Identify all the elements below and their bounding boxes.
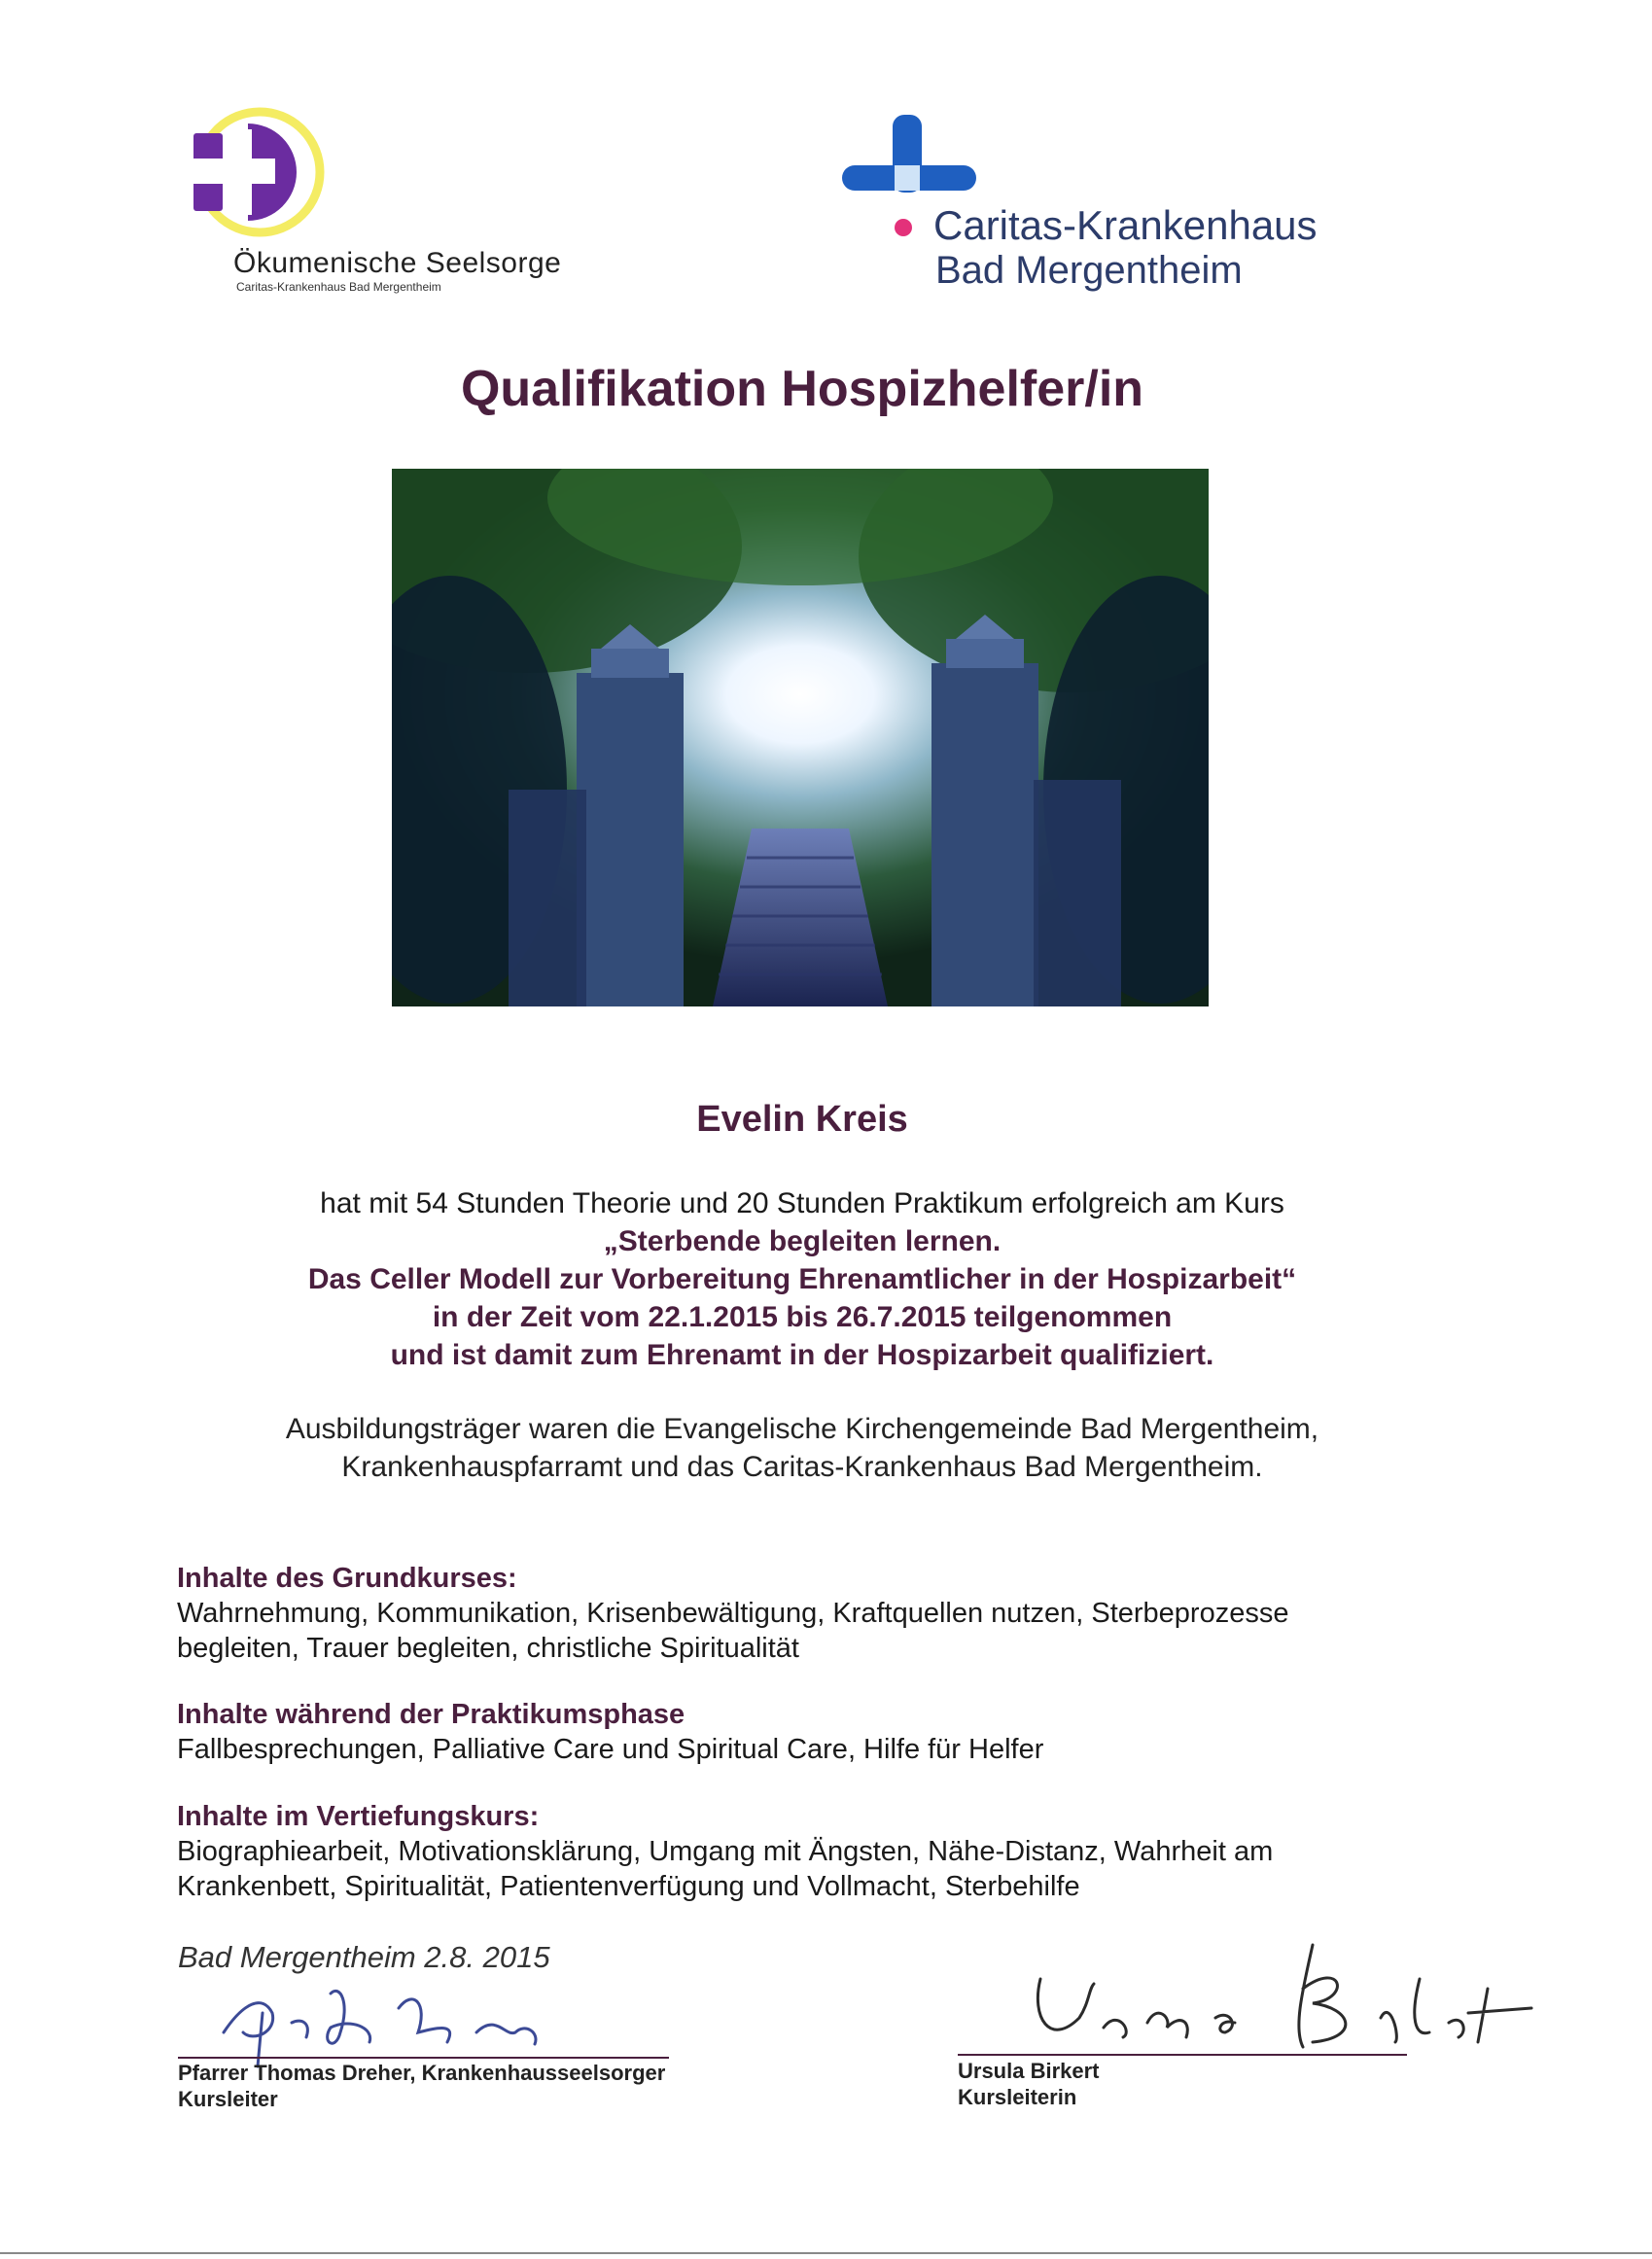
provider-description bbox=[0, 1410, 1604, 1486]
provider-line-1: Ausbildungsträger waren die Evangelische Kirchengemeinde Bad Mergentheim, bbox=[285, 1413, 1319, 1445]
signature-line-left bbox=[178, 2057, 669, 2059]
section-heading: Inhalte im Vertiefungskurs: bbox=[177, 1801, 540, 1832]
oekumenische-seelsorge-logo bbox=[180, 102, 335, 248]
signer-role: Kursleiter bbox=[178, 2087, 278, 2111]
section-heading: Inhalte während der Praktikumsphase bbox=[177, 1699, 685, 1730]
section-text-line: Wahrnehmung, Kommunikation, Krisenbewältigung, Kraftquellen nutzen, Sterbeprozesse bbox=[177, 1598, 1289, 1629]
course-description bbox=[0, 1184, 1604, 1374]
signer-left bbox=[178, 2060, 665, 2112]
section-vertiefung bbox=[177, 1799, 1441, 1904]
course-line-5: und ist damit zum Ehrenamt in der Hospizarbeit qualifiziert. bbox=[390, 1339, 1214, 1371]
section-text-line: Fallbesprechungen, Palliative Care und Spiritual Care, Hilfe für Helfer bbox=[177, 1734, 1044, 1765]
signer-right bbox=[958, 2058, 1100, 2110]
course-line-1: hat mit 54 Stunden Theorie und 20 Stunden Praktikum erfolgreich am Kurs bbox=[320, 1187, 1284, 1219]
signer-name: Pfarrer Thomas Dreher, Krankenhausseelsorger bbox=[178, 2061, 666, 2085]
section-praktikum bbox=[177, 1697, 1441, 1767]
logo-right-name: Caritas-Krankenhaus bbox=[933, 202, 1318, 248]
signature-left bbox=[204, 1964, 593, 2071]
course-line-4: in der Zeit vom 22.1.2015 bis 26.7.2015 teilgenommen bbox=[432, 1301, 1173, 1333]
caritas-dot-icon bbox=[895, 219, 912, 236]
recipient-name: Evelin Kreis bbox=[696, 1099, 908, 1140]
signature-line-right bbox=[958, 2054, 1407, 2056]
signature-right bbox=[1011, 1930, 1536, 2057]
logo-left-name: Ökumenische Seelsorge bbox=[233, 247, 562, 279]
certificate-title: Qualifikation Hospizhelfer/in bbox=[460, 361, 1144, 417]
scan-bottom-edge bbox=[0, 2252, 1652, 2254]
section-text-line: Krankenbett, Spiritualität, Patientenverfügung und Vollmacht, Sterbehilfe bbox=[177, 1871, 1080, 1902]
logo-left-subtitle: Caritas-Krankenhaus Bad Mergentheim bbox=[236, 280, 441, 294]
provider-line-2: Krankenhauspfarramt und das Caritas-Krankenhaus Bad Mergentheim. bbox=[341, 1451, 1263, 1483]
course-line-2: „Sterbende begleiten lernen. bbox=[603, 1225, 1002, 1257]
place-date: Bad Mergentheim 2.8. 2015 bbox=[178, 1940, 550, 1974]
section-text-line: Biographiearbeit, Motivationsklärung, Umgang mit Ängsten, Nähe-Distanz, Wahrheit am bbox=[177, 1836, 1274, 1867]
gateway-photo bbox=[392, 469, 1209, 1006]
signer-role: Kursleiterin bbox=[958, 2085, 1077, 2109]
logo-right-subtitle: Bad Mergentheim bbox=[935, 249, 1243, 292]
signer-name: Ursula Birkert bbox=[958, 2059, 1100, 2083]
section-grundkurs bbox=[177, 1561, 1441, 1666]
section-text-line: begleiten, Trauer begleiten, christliche Spiritualität bbox=[177, 1633, 799, 1664]
course-line-3: Das Celler Modell zur Vorbereitung Ehrenamtlicher in der Hospizarbeit“ bbox=[307, 1263, 1297, 1295]
section-heading: Inhalte des Grundkurses: bbox=[177, 1563, 517, 1594]
